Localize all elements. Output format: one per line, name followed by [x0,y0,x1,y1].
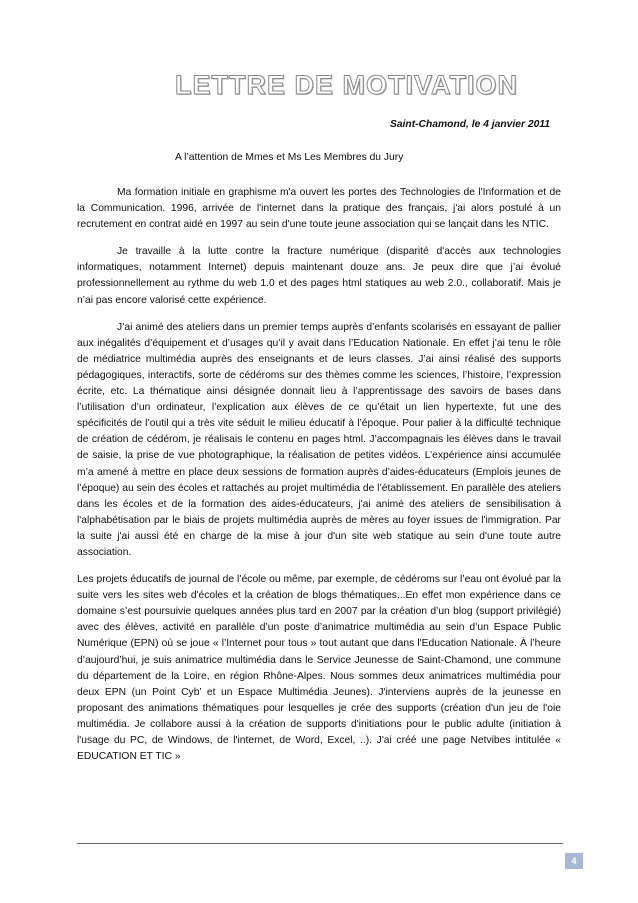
paragraph-1: Ma formation initiale en graphisme m'a ouvert les portes des Technologies de l'Information et de la Communication. 1996, arrivée de l'internet dans la pratique des français, j'ai alors postulé à un recrutement en contrat aidé en 1997 au sein d'une toute jeune association qui se lançait dans les NTIC. [77,187,561,231]
paragraph-4: Les projets éducatifs de journal de l’école ou même, par exemple, de cédéroms sur l’eau ont évolué par la suite vers les sites web d'écoles et la création de blogs thématiques...En effet mon expérience dans ce domaine s’est poursuivie quelques années plus tard en 2007 par la création d’un blog (support privilégié) avec des élèves, activité en parallèle d’un poste d’animatrice multimédia au sein d’un Espace Public Numérique (EPN) où se joue « l’Internet pour tous » tout autant que dans l'Education Nationale. À l’heure d’aujourd’hui, je suis animatrice multimédia dans le Service Jeunesse de Saint-Chamond, une commune du département de la Loire, en région Rhône-Alpes. Nous sommes deux animatrices multimédia pour deux EPN (un Point Cyb’ et un Espace Multimédia Jeunes). J'interviens auprès de la jeunesse en proposant des animations thématiques pour lesquelles je crée des supports (création d'un jeu de l'oie multimédia. Je collabore aussi à la création de supports d'initiations pour le public adulte (initiation à l'usage du PC, de Windows, de l'internet, de Word, Excel, ..). J'ai créé une page Netvibes intitulée « EDUCATION ET TIC » [77,574,561,763]
paragraph-2: Je travaille à la lutte contre la fracture numérique (disparité d'accès aux technologies informatiques, notamment Internet) depuis maintenant douze ans. Je peux dire que j’ai évolué professionnellement au rythme du web 1.0 et des pages html statiques au web 2.0., collaboratif. Mais je n’ai pas encore valorisé cette expérience. [77,246,561,306]
paragraph-3: J’ai animé des ateliers dans un premier temps auprès d’enfants scolarisés en essayant de pallier aux inégalités d’équipement et d’usages qu’il y avait dans l’Education Nationale. En effet j’ai tenu le rôle de médiatrice multimédia auprès des enseignants et de leurs classes. J’ai ainsi réalisé des supports pédagogiques, interactifs, sorte de cédéroms sur des thèmes comme les sciences, l’histoire, l’expression écrite, etc. La thématique ainsi désignée donnait lieu à l’apprentissage des savoirs de bases dans l’utilisation d’un ordinateur, l’explication aux élèves de ce qu’était un lien hypertexte, fut une des spécificités de l’outil qui a très vite séduit le milieu éducatif à l’époque. Pour palier à la difficulté technique de création de cédérom, je réalisais le contenu en pages html. J’accompagnais les élèves dans le travail de saisie, la prise de vue photographique, la réalisation de petites vidéos. L’expérience ainsi accumulée m’a amené à mettre en place deux sessions de formation auprès d’aides-éducateurs (Emplois jeunes de l’époque) au sein des écoles et rattachés au projet multimédia de l’établissement. En parallèle des ateliers dans les écoles et de la formation des aides-éducateurs, j'ai animé des ateliers de sensibilisation à l'alphabétisation par le biais de projets multimédia auprès de mères au foyer issues de l'immigration. Par la suite j'ai aussi été en charge de la mise à jour d'un site web statique au sein d'une toute autre association. [77,321,561,558]
footer-divider [77,843,563,844]
document-title: LETTRE DE MOTIVATION [175,70,518,100]
attention-line: A l’attention de Mmes et Ms Les Membres du Jury [175,152,404,163]
page-number: 4 [565,853,583,869]
letter-body [77,185,561,776]
place-date: Saint-Chamond, le 4 janvier 2011 [389,119,550,130]
